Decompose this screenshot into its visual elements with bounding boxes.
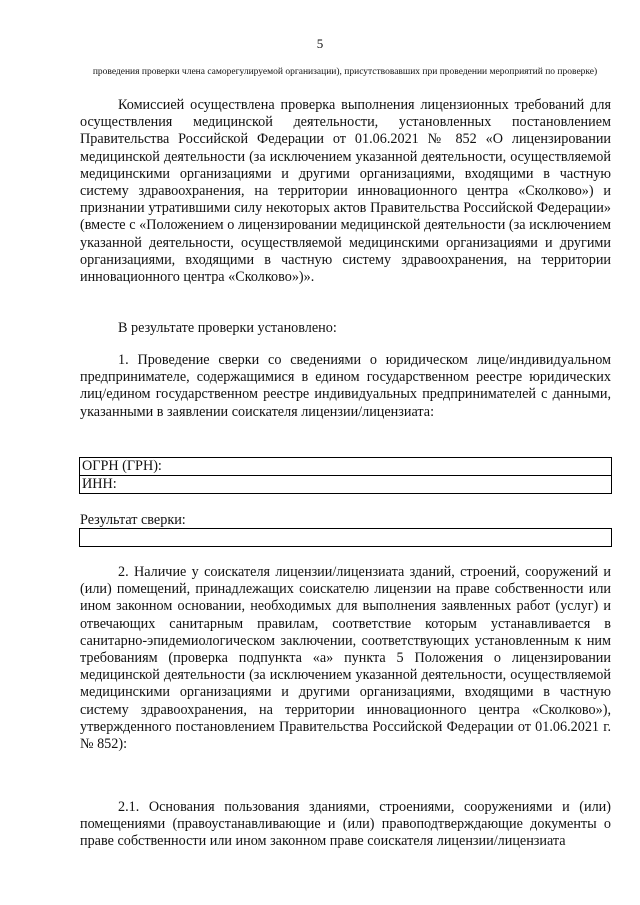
registry-data-table	[79, 457, 612, 494]
item-2-1-paragraph	[80, 799, 611, 851]
result-heading-text: В результате проверки установлено:	[118, 320, 337, 336]
item-1-text: 1. Проведение сверки со сведениями о юридическом лице/индивидуальном предпринимателе, содержащимися в едином государственном реестре юридических лиц/едином государственном реестре индивидуальных предпринимателей с данными, указанными в заявлении соискателя лицензии/лицензиата:	[80, 352, 611, 420]
result-heading	[80, 320, 611, 337]
item-2-1-text: 2.1. Основания пользования зданиями, строениями, сооружениями и (или) помещениями (правоустанавливающие и (или) правоподтверждающие документы о праве собственности или ином законном праве соискателя лицензии/лицензиата	[80, 799, 611, 850]
reconciliation-value	[80, 529, 611, 546]
item-2-paragraph	[80, 564, 611, 753]
ogrn-label: ОГРН (ГРН):	[82, 458, 162, 474]
item-1-paragraph	[80, 352, 611, 421]
ogrn-row	[80, 458, 611, 475]
reconciliation-label: Результат сверки:	[80, 512, 186, 528]
page-number: 5	[316, 36, 324, 51]
item-2-text: 2. Наличие у соискателя лицензии/лицензиата зданий, строений, сооружений и (или) помещений, принадлежащих соискателю лицензии на праве собственности или ином законном основании, необходимых для выполнения заявленных работ (услуг) и отвечающих санитарным правилам, соответствие которым устанавливается в санитарно-эпидемиологическом заключении, соответствующих установленным к ним требованиям (проверка подпункта «а» пункта 5 Положения о лицензировании медицинской деятельности (за исключением указанной деятельности, осуществляемой медицинскими организациями и другими организациями, входящими в частную систему здравоохранения, на территории инновационного центра «Сколково»), утвержденного постановлением Правительства Российской Федерации от 01.06.2021 г. № 852):	[80, 564, 611, 753]
reconciliation-result-field	[79, 528, 612, 547]
inn-row	[80, 475, 611, 493]
intro-paragraph-text: Комиссией осуществлена проверка выполнения лицензионных требований для осуществления медицинской деятельности, установленных постановлением Правительства Российской Федерации от 01.06.2021 № 852 «О лицензировании медицинской деятельности (за исключением указанной деятельности, осуществляемой медицинскими организациями и другими организациями, входящими в частную систему здравоохранения, на территории инновационного центра «Сколково») и признании утратившими силу некоторых актов Правительства Российской Федерации» (вместе с «Положением о лицензировании медицинской деятельности (за исключением указанной деятельности, осуществляемой медицинскими организациями и другими организациями, входящими в частную систему здравоохранения, на территории инновационного центра «Сколково»)».	[80, 97, 611, 286]
intro-paragraph	[80, 97, 611, 286]
footnote-text: проведения проверки члена саморегулируемой организации), присутствовавших при проведении мероприятий по проверке)	[92, 67, 598, 77]
inn-label: ИНН:	[82, 476, 117, 492]
